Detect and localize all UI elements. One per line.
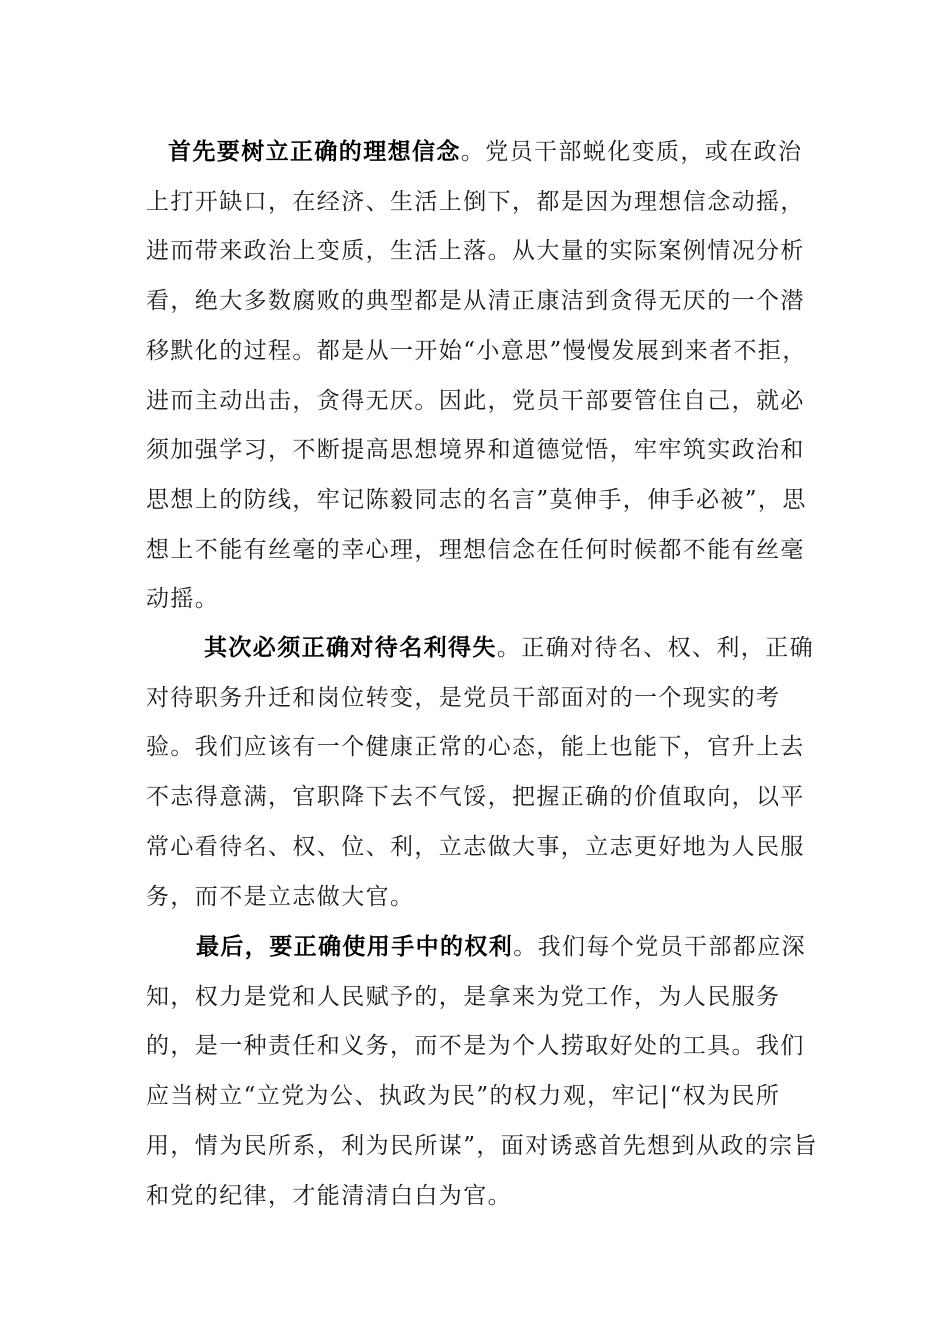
paragraph-heading: 首先要树立正确的理想信念	[168, 138, 461, 165]
paragraph-heading: 最后，要正确使用手中的权利	[196, 933, 514, 960]
paragraph-body: 。我们每个党员干部都应深知，权力是党和人民赋予的，是拿来为党工作，为人民服务的，是一种责任和义务，而不是为个人捞取好处的工具。我们应当树立“立党为公、执政为民”的权力观，牢记|“权为民所用，情为民所系，利为民所谋”，面对诱惑首先想到从政的宗旨和党的纪律，才能清清白白为官。	[146, 934, 818, 1209]
paragraph-power	[146, 922, 826, 1221]
paragraph-body: 。正确对待名、权、利，正确对待职务升迁和岗位转变，是党员干部面对的一个现实的考验。我们应该有一个健康正常的心态，能上也能下，官升上去不志得意满，官职降下去不气馁，把握正确的价值取向，以平常心看待名、权、位、利，立志做大事，立志更好地为人民服务，而不是立志做大官。	[146, 635, 815, 910]
paragraph-fame-gain	[146, 623, 826, 922]
paragraph-heading: 其次必须正确对待名利得失	[204, 634, 497, 661]
paragraph-ideals	[146, 127, 826, 625]
paragraph-body: 。党员干部蜕化变质，或在政治上打开缺口，在经济、生活上倒下，都是因为理想信念动摇，进而带来政治上变质，生活上落。从大量的实际案例情况分析看，绝大多数腐败的典型都是从清正康洁到贪得无厌的一个潜移默化的过程。都是从一开始“小意思”慢慢发展到来者不拒，进而主动出击，贪得无厌。因此，党员干部要管住自己，就必须加强学习，不断提高思想境界和道德觉悟，牢牢筑实政治和思想上的防线，牢记陈毅同志的名言”莫伸手，伸手必被”，思想上不能有丝毫的幸心理，理想信念在任何时候都不能有丝毫动摇。	[146, 139, 807, 613]
